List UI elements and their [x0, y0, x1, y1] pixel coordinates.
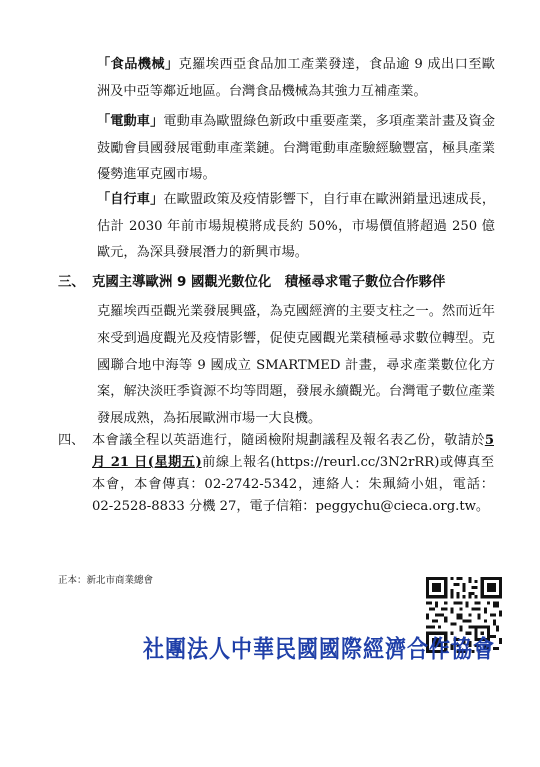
- section-4-number: 四、: [58, 433, 85, 448]
- paragraph-bike-text: 在歐盟政策及疫情影響下，自行車在歐洲銷量迅速成長，估計 2030 年前市場規模將成長約 50%，市場價值將超過 250 億歐元，為深具發展潛力的新興市場。: [97, 192, 496, 260]
- section-3-title: 克國主導歐洲 9 國觀光數位化 積極尋求電子數位合作夥伴: [92, 275, 446, 290]
- section-3-number: 三、: [58, 275, 85, 290]
- paragraph-ev-text: 電動車為歐盟綠色新政中重要產業，多項產業計畫及資金鼓勵會員國發展電動車產業鏈。台灣電動車產驗經驗豐富，極具產業優勢進軍克國市場。: [97, 114, 496, 182]
- paragraph-electric-vehicle: [97, 109, 495, 189]
- section-3-heading: [58, 271, 445, 290]
- paragraph-food-machinery: [97, 52, 495, 105]
- copy-recipient: 正本：新北市商業總會: [58, 575, 154, 586]
- keyword-bicycle: 「自行車」: [97, 192, 164, 207]
- section-4-text-after: 前線上報名(https://reurl.cc/3N2rRR)或傳真至本會，本會傳真：02-2742-5342，連絡人：朱珮綺小姐，電話：02-2528-8833 分機 27，電子信箱：peggychu@cieca.org.tw。: [92, 455, 495, 514]
- organization-seal: 社團法人中華民國國際經濟合作協會: [143, 635, 495, 663]
- section-4-text-before: 本會議全程以英語進行，隨函檢附規劃議程及報名表乙份，敬請於: [92, 433, 485, 448]
- registration-deadline: 5 月 21 日(星期五): [92, 433, 494, 470]
- paragraph-food-text: 克羅埃西亞食品加工產業發達，食品逾 9 成出口至歐洲及中亞等鄰近地區。台灣食品機械為其強力互補產業。: [97, 57, 495, 99]
- paragraph-bicycle: [97, 187, 495, 267]
- keyword-electric-vehicle: 「電動車」: [97, 114, 164, 129]
- section-4-body: [92, 430, 494, 518]
- section-3-body: 克羅埃西亞觀光業發展興盛，為克國經濟的主要支柱之一。然而近年來受到過度觀光及疫情影響，促使克國觀光業積極尋求數位轉型。克國聯合地中海等 9 國成立 SMARTMED 計畫，尋求產業數位化方案，解決淡旺季資源不均等問題，發展永續觀光。台灣電子數位產業發展成熟，為拓展歐洲市場一大良機。: [97, 304, 495, 427]
- keyword-food-machinery: 「食品機械」: [97, 57, 179, 72]
